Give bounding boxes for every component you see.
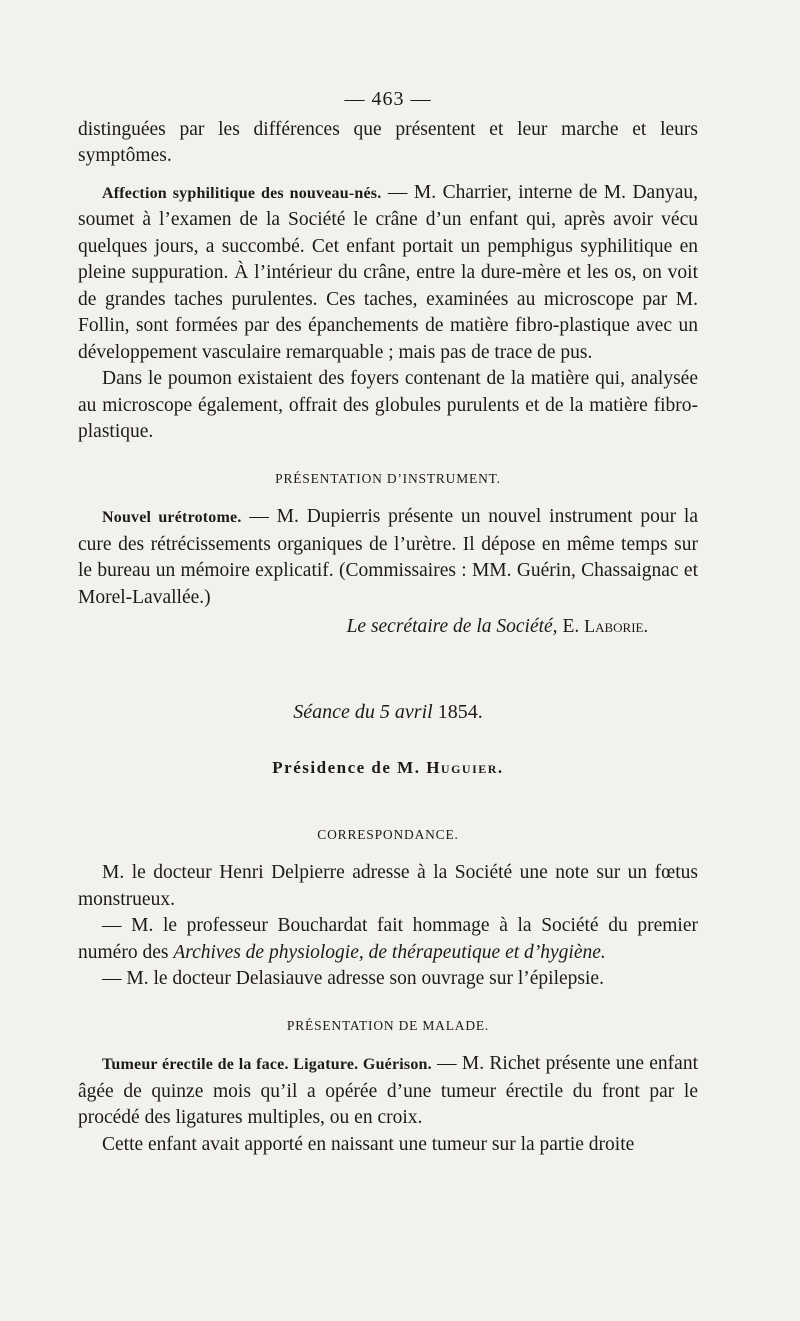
malade-heading: PRÉSENTATION DE MALADE. [286,1017,490,1033]
uretrotome-title: Nouvel urétrotome. [102,509,242,526]
seance-label: Séance du 5 avril [293,700,433,723]
corr-bouchardat-title: Archives de physiologie, de thérapeutique et d’hygiène. [173,941,606,963]
presidence-label: Présidence de M. [272,758,421,777]
poumon-paragraph: Dans le poumon existaient des foyers contenant de la matière qui, analysée au microscope également, offrait des globules purulents et de la matière fibro-plastique. [78,368,698,442]
tumeur-continuation: Cette enfant avait apporté en naissant une tumeur sur la partie droite [102,1133,635,1155]
signature-initial: E. [562,616,580,637]
affection-body: — M. Charrier, interne de M. Danyau, soumet à l’examen de la Société le crâne d’un enfant qui, après avoir vécu quelques jours, a succombé. Cet enfant portait un pemphigus syphilitique en pleine suppuration. À l’intérieur du crâne, entre la dure-mère et les os, on voit de grandes taches purulentes. Ces taches, examinées au microscope par M. Follin, sont formées par des épanchements de matière fibro-plastique avec un développement vasculaire remarquable ; mais pas de trace de pus. [78,181,698,363]
corr-delpierre: M. le docteur Henri Delpierre adresse à la Société une note sur un fœtus monstrueux. [78,862,698,910]
signature-name: Laborie. [584,616,648,636]
page-text [78,86,698,1158]
corr-bouchardat [78,913,698,966]
affection-paragraph [78,180,698,367]
presidence-name: Huguier. [426,758,504,777]
uretrotome-paragraph [78,504,698,611]
corr-bouchardat-text: — M. le professeur Bouchardat fait hommage à la Société du premier numéro des [78,915,698,963]
intro-paragraph: distinguées par les différences que présentent et leur marche et leurs symptômes. [78,118,698,166]
tumeur-paragraph [78,1051,698,1132]
tumeur-title: Tumeur érectile de la face. Ligature. Guérison. [102,1056,432,1073]
tumeur-body: — M. Richet présente une enfant âgée de quinze mois qu’il a opérée d’une tumeur érectile du front par le procédé des ligatures multiples, ou en croix. [78,1053,698,1128]
secretary-signature [78,613,698,641]
affection-title: Affection syphilitique des nouveau-nés. [102,184,382,202]
corr-delasiauve: — M. le docteur Delasiauve adresse son ouvrage sur l’épilepsie. [102,968,604,989]
page-number: — 463 — [344,88,432,110]
seance-heading [78,699,698,726]
instrument-heading: PRÉSENTATION D’INSTRUMENT. [275,470,501,486]
signature-label: Le secrétaire de la Société, [346,616,558,637]
presidence-heading [78,755,698,782]
correspondance-heading: CORRESPONDANCE. [317,826,459,842]
uretrotome-body: — M. Dupierris présente un nouvel instrument pour la cure des rétrécissements organiques de l’urètre. Il dépose en même temps sur le bureau un mémoire explicatif. (Commissaires : MM. Guérin, Chassaignac et Morel-Lavallée.) [78,506,698,608]
seance-year: 1854. [437,700,483,723]
